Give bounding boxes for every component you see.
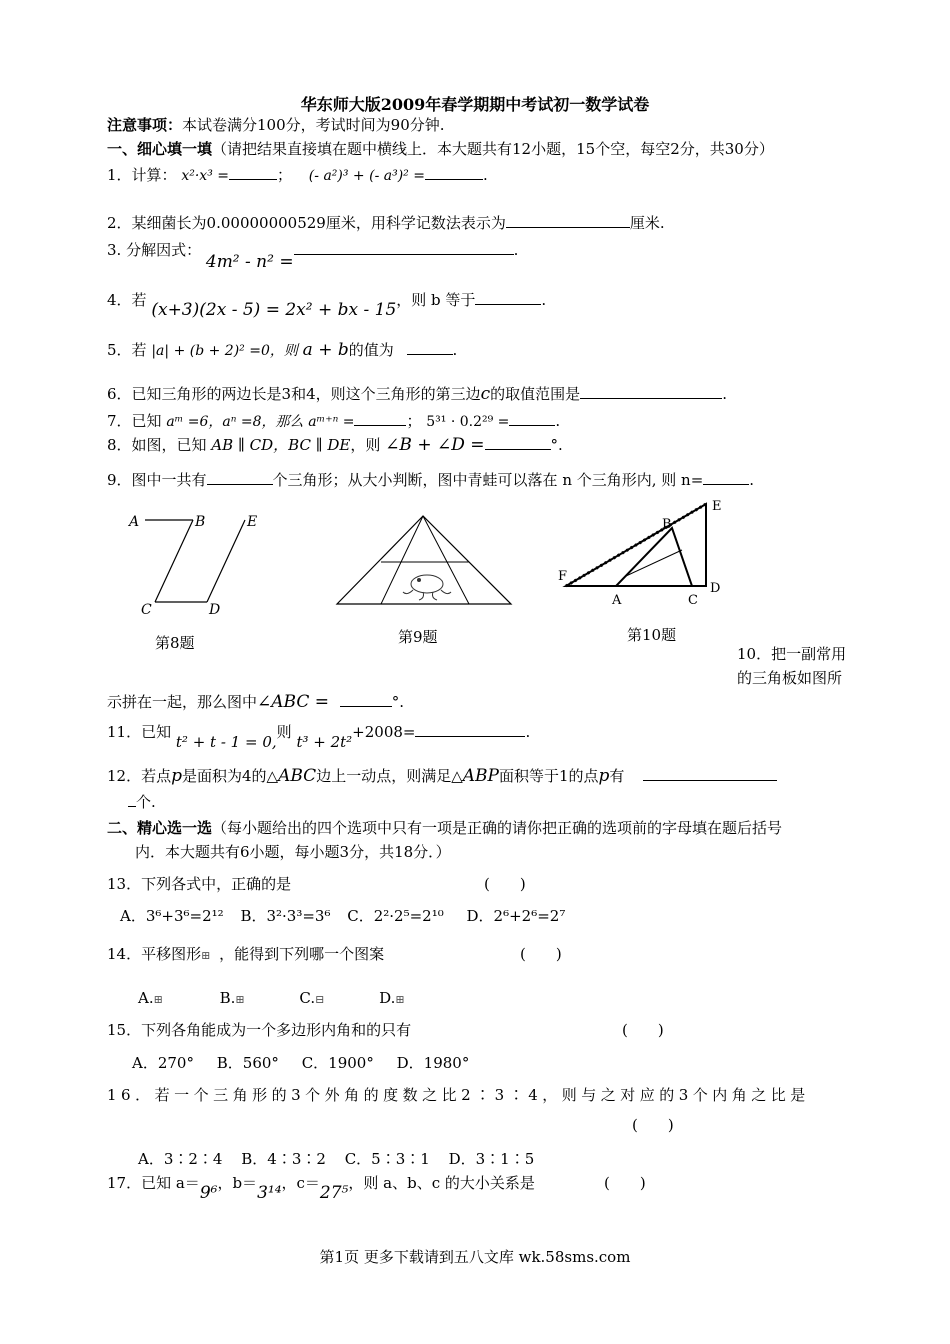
question-1 [107, 165, 488, 186]
fig8-label-b: B [195, 514, 206, 530]
q3-expr: 4m² - n² = [205, 252, 294, 272]
q15-option-a[interactable]: A．270° [132, 1054, 194, 1072]
q11-tail: +2008= [352, 723, 416, 741]
q7-sep: ； [406, 412, 422, 430]
q11-mid: 则 [276, 723, 292, 741]
q16-option-a[interactable]: A．3∶2∶4 [138, 1150, 223, 1168]
question-4 [107, 290, 547, 320]
q10-right-line-2: 的三角板如图所 [737, 669, 843, 687]
q17-tail: ，则 a、b、c 的大小关系是 [348, 1174, 535, 1192]
q14-option-d-shape-icon: ⊞ [395, 993, 405, 1006]
q4-text: 若 [131, 291, 147, 309]
q14-options [138, 988, 405, 1010]
q11-blank[interactable] [415, 722, 525, 737]
q2-text: 2．某细菌长为0.00000000529厘米，用科学记数法表示为 [107, 214, 506, 232]
q17-text2: ，b＝ [217, 1174, 258, 1192]
q7-text: 已知 [131, 412, 162, 430]
q14-shape-icon: ⊞ [201, 949, 211, 962]
section-2-desc-2: 内．本大题共有6小题，每小题3分，共18分．） [135, 843, 451, 861]
q7-expr2: aⁿ =8，那么 [222, 414, 304, 430]
q17-expr1: 9⁶ [199, 1183, 218, 1203]
q12-tri2: ABP [462, 766, 499, 786]
notice [107, 115, 445, 135]
q11-expr1: t² + t - 1 = 0, [175, 733, 277, 751]
question-9 [107, 470, 754, 490]
q1-sep: ； [277, 166, 293, 184]
q9-blank-2[interactable] [703, 470, 749, 485]
q8-number: 8． [107, 436, 132, 454]
q7-blank-2[interactable] [509, 411, 555, 426]
q16-text: 16．若一个三角形的3个外角的度数之比2∶3∶4，则与之对应的3个内角之比是 [107, 1086, 810, 1104]
q14-answer-paren[interactable]: ( ) [520, 945, 562, 963]
q14-tail: ，能得到下列哪一个图案 [219, 945, 385, 963]
question-7 [107, 411, 560, 432]
fig9-outer-triangle [337, 516, 511, 604]
question-3 [107, 240, 519, 272]
fig8-segment-bc [155, 520, 193, 602]
q13-option-a[interactable]: A．3⁶+3⁶=2¹² [120, 907, 224, 925]
section-2-label: 二、精心选一选 [107, 819, 213, 837]
q5-end: . [452, 341, 458, 359]
q1-number: 1． [107, 166, 132, 184]
q9-blank-1[interactable] [207, 470, 273, 485]
q16-options [138, 1149, 534, 1169]
q12-var: p [171, 766, 182, 786]
q15-answer-paren[interactable]: ( ) [622, 1021, 664, 1039]
q11-expr2: t³ + 2t² [296, 733, 353, 751]
q5-expr: |a| + (b + 2)² =0，则 [151, 343, 298, 359]
q13-option-b[interactable]: B．3²·3³=3⁶ [240, 907, 331, 925]
q9-mid: 个三角形；从大小判断，图中青蛙可以落在 n 个三角形内, 则 n= [272, 471, 704, 489]
question-2 [107, 213, 665, 233]
q10-expr: ∠ABC = [257, 692, 329, 712]
question-8 [107, 435, 563, 455]
question-13 [107, 874, 291, 894]
q12-blank-tail[interactable] [128, 792, 136, 807]
q12-mid3: 面积等于1的点 [498, 767, 599, 785]
q12-continuation [128, 792, 156, 812]
fig10-small-triangle [616, 528, 692, 586]
fig8-segment-de [207, 520, 245, 602]
q14-option-c-shape-icon: ⊟ [315, 993, 325, 1006]
q3-blank[interactable] [294, 240, 514, 255]
q12-mid2: 边上一动点，则满足△ [316, 767, 463, 785]
q12-var2: p [598, 766, 610, 786]
page-title: 华东师大版2009年春学期期中考试初一数学试卷 [300, 95, 650, 114]
q2-unit: 厘米. [629, 214, 665, 232]
q2-blank[interactable] [506, 213, 630, 228]
fig10-caption: 第10题 [627, 626, 677, 644]
q12-text: 若点 [141, 767, 172, 785]
q11-text: 已知 [141, 723, 172, 741]
q15-option-d[interactable]: D．1980° [396, 1054, 470, 1072]
question-16 [107, 1085, 810, 1105]
q1-blank-1[interactable] [229, 165, 277, 180]
q13-options [120, 906, 565, 926]
q15-options [132, 1053, 469, 1073]
fig8-label-a: A [129, 514, 140, 530]
q11-end: . [525, 723, 531, 741]
q1-text: 计算： [131, 166, 177, 184]
fig10-label-d: D [710, 581, 721, 596]
q1-expr1: x²·x³ = [181, 168, 229, 184]
q1-end: . [482, 166, 488, 184]
q9-end: . [749, 471, 755, 489]
frog-icon [403, 575, 451, 600]
q8-end: °. [550, 436, 563, 454]
fig10-label-e: E [712, 499, 722, 514]
q11-number: 11． [107, 723, 142, 741]
fig9-inner-line-right [423, 516, 469, 604]
notice-label: 注意事项： [107, 116, 183, 134]
question-14 [107, 944, 384, 966]
q8-tail: ，则 [350, 436, 381, 454]
figure-10 [556, 500, 726, 610]
q3-text: 3. 分解因式： [107, 241, 202, 259]
section-2-desc-1: （每小题给出的四个选项中只有一项是正确的请你把正确的选项前的字母填在题后括号 [212, 819, 783, 837]
q13-text: 13．下列各式中，正确的是 [107, 875, 292, 893]
fig10-inner-line-2 [626, 550, 682, 576]
q16-answer-paren[interactable]: ( ) [632, 1116, 674, 1134]
q6-blank[interactable] [580, 384, 722, 399]
q6-var: c [480, 384, 491, 404]
notice-text: 本试卷满分100分，考试时间为90分钟. [182, 116, 445, 134]
q10-cont: 示拼在一起，那么图中 [107, 693, 258, 711]
fig8-label-e: E [247, 514, 258, 530]
q14-option-a[interactable]: A. [138, 989, 154, 1007]
q5-text: 若 [131, 341, 147, 359]
fig8-caption: 第8题 [155, 634, 195, 652]
q17-answer-paren[interactable]: ( ) [604, 1174, 646, 1192]
q5-expr2: a + b [302, 340, 349, 360]
question-5 [107, 340, 457, 361]
q8-text: 如图，已知 [131, 436, 207, 454]
q5-blank[interactable] [407, 340, 453, 355]
q16-option-d[interactable]: D．3∶1∶5 [448, 1150, 535, 1168]
q7-end: . [555, 412, 561, 430]
q14-text: 14．平移图形 [107, 945, 202, 963]
q13-option-d[interactable]: D．2⁶+2⁶=2⁷ [466, 907, 566, 925]
q6-tail: 的取值范围是 [490, 385, 581, 403]
q17-expr2: 3¹⁴ [257, 1183, 282, 1203]
q7-expr1: aᵐ =6， [166, 414, 223, 430]
q9-text: 9．图中一共有 [107, 471, 207, 489]
question-17 [107, 1173, 535, 1203]
q8-expr2: ∠B + ∠D = [385, 435, 485, 455]
q8-expr1: AB ∥ CD，BC ∥ DE [211, 436, 351, 454]
q6-text: 6．已知三角形的两边长是3和4，则这个三角形的第三边 [107, 385, 481, 403]
q1-blank-2[interactable] [425, 165, 483, 180]
q4-end: . [541, 291, 547, 309]
q12-tri1: ABC [278, 766, 317, 786]
q15-text: 15．下列各角能成为一个多边形内角和的只有 [107, 1021, 412, 1039]
q10-blank[interactable] [340, 692, 392, 707]
q15-option-b[interactable]: B．560° [216, 1054, 279, 1072]
q8-blank[interactable] [485, 435, 551, 450]
q12-number: 12． [107, 767, 142, 785]
fig9-caption: 第9题 [398, 628, 438, 646]
q14-option-b-shape-icon: ⊞ [235, 993, 245, 1006]
q14-option-b[interactable]: B. [219, 989, 236, 1007]
q12-blank[interactable] [643, 766, 777, 781]
figure-8 [125, 510, 265, 620]
q14-option-a-shape-icon: ⊞ [153, 993, 163, 1006]
figure-9 [335, 510, 515, 610]
q7-number: 7． [107, 412, 132, 430]
question-15 [107, 1020, 411, 1040]
section-1-label: 一、细心填一填 [107, 140, 213, 158]
q7-blank-1[interactable] [354, 411, 406, 426]
q4-number: 4． [107, 291, 132, 309]
section-1-desc: （请把结果直接填在题中横线上．本大题共有12小题，15个空，每空2分，共30分） [212, 140, 774, 158]
q17-expr3: 27⁵ [319, 1183, 349, 1203]
q6-end: . [722, 385, 727, 403]
q1-expr2: (- a²)³ + (- a³)² = [308, 168, 425, 184]
q15-option-c[interactable]: C．1900° [301, 1054, 374, 1072]
fig10-label-a: A [612, 593, 622, 608]
q16-option-c[interactable]: C．5∶3∶1 [344, 1150, 430, 1168]
q7-expr4: 5³¹ · 0.2²⁹ = [426, 414, 510, 430]
question-10 [107, 692, 404, 712]
q13-option-c[interactable]: C．2²·2⁵=2¹⁰ [347, 907, 444, 925]
q10-end: °. [391, 693, 405, 711]
q3-end: . [513, 241, 519, 259]
q17-text3: ，c＝ [281, 1174, 320, 1192]
q14-option-c[interactable]: C. [299, 989, 316, 1007]
section-2-heading [107, 818, 782, 838]
section-1-heading [107, 139, 774, 159]
q12-tail: 有 [609, 767, 625, 785]
q16-option-b[interactable]: B．4∶3∶2 [241, 1150, 326, 1168]
q17-text1: 17．已知 a＝ [107, 1174, 200, 1192]
question-11 [107, 722, 531, 751]
q12-mid1: 是面积为4的△ [182, 767, 279, 785]
q5-number: 5． [107, 341, 132, 359]
q13-answer-paren[interactable]: ( ) [484, 875, 526, 893]
question-6 [107, 384, 727, 404]
page-footer: 第1页 更多下载请到五八文库 wk.58sms.com [319, 1248, 631, 1266]
q4-expr: (x+3)(2x - 5) = 2x² + bx - 15 [151, 300, 397, 320]
question-12 [107, 766, 777, 786]
q12-cont: 个. [136, 793, 156, 811]
q4-tail: ，则 b 等于 [396, 291, 476, 309]
q5-tail: 的值为 [348, 341, 394, 359]
fig8-label-d: D [209, 602, 221, 618]
q10-right-line-1: 10．把一副常用 [737, 645, 847, 663]
q14-option-d[interactable]: D. [379, 989, 396, 1007]
q7-expr3: aᵐ⁺ⁿ = [308, 414, 355, 430]
fig8-label-c: C [141, 602, 152, 618]
q4-blank[interactable] [475, 290, 541, 305]
fig10-label-b: B [662, 517, 672, 532]
fig10-label-f: F [558, 569, 568, 584]
fig10-label-c: C [688, 593, 698, 608]
